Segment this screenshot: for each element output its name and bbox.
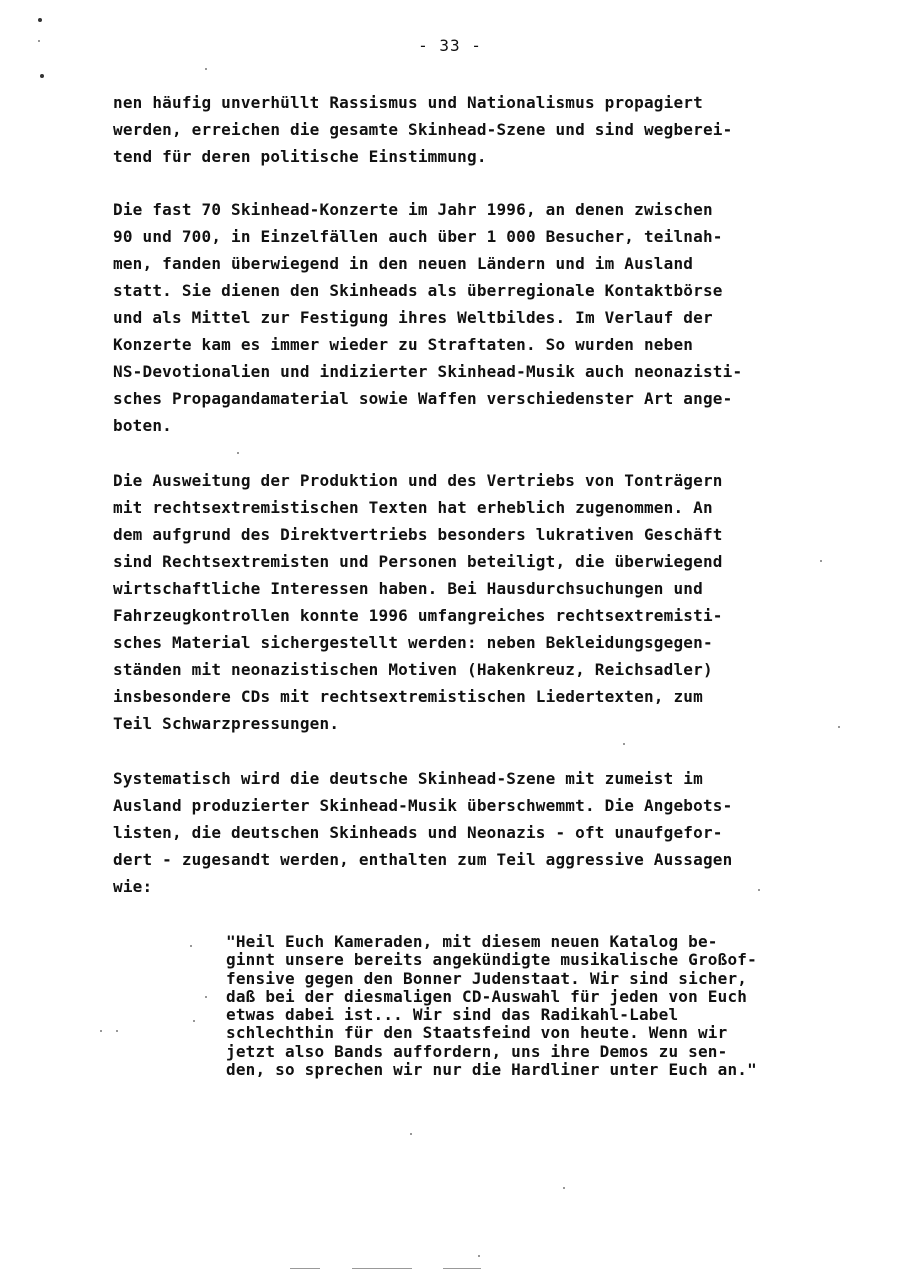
text-line: Teil Schwarzpressungen.	[113, 714, 340, 733]
text-line: werden, erreichen die gesamte Skinhead-Szene und sind wegberei-	[113, 120, 733, 139]
text-line: Fahrzeugkontrollen konnte 1996 umfangreiches rechtsextremisti-	[113, 606, 723, 625]
text-line: ständen mit neonazistischen Motiven (Hakenkreuz, Reichsadler)	[113, 660, 713, 679]
scan-edge-line	[443, 1268, 481, 1269]
scan-speck	[237, 452, 239, 454]
scan-speck	[193, 1020, 195, 1022]
scan-speck	[116, 1030, 118, 1032]
scan-speck	[38, 40, 40, 42]
text-line: dert - zugesandt werden, enthalten zum Teil aggressive Aussagen	[113, 850, 733, 869]
block-quote	[226, 933, 846, 1079]
scan-speck	[478, 1255, 480, 1257]
text-line: Die fast 70 Skinhead-Konzerte im Jahr 1996, an denen zwischen	[113, 200, 713, 219]
scan-speck	[563, 1187, 565, 1189]
scan-speck	[820, 560, 822, 562]
scan-speck	[205, 996, 207, 998]
scan-speck	[623, 743, 625, 745]
paragraph-3	[113, 467, 843, 737]
page-number: - 33 -	[418, 36, 482, 55]
text-line: wie:	[113, 877, 153, 896]
scan-speck	[100, 1030, 102, 1032]
text-line: men, fanden überwiegend in den neuen Ländern und im Ausland	[113, 254, 694, 273]
scan-speck	[838, 726, 840, 728]
text-line: tend für deren politische Einstimmung.	[113, 147, 487, 166]
text-line: sches Material sichergestellt werden: neben Bekleidungsgegen-	[113, 633, 713, 652]
quote-line: etwas dabei ist... Wir sind das Radikahl-Label	[226, 1005, 679, 1025]
scan-speck	[410, 1133, 412, 1135]
text-line: boten.	[113, 416, 172, 435]
text-line: wirtschaftliche Interessen haben. Bei Hausdurchsuchungen und	[113, 579, 703, 598]
text-line: insbesondere CDs mit rechtsextremistischen Liedertexten, zum	[113, 687, 703, 706]
quote-line: jetzt also Bands auffordern, uns ihre Demos zu sen-	[226, 1041, 728, 1061]
text-line: NS-Devotionalien und indizierter Skinhead-Musik auch neonazisti-	[113, 362, 743, 381]
scan-speck	[38, 18, 42, 22]
scan-speck	[205, 68, 207, 70]
scan-edge-line	[290, 1268, 320, 1269]
quote-line: schlechthin für den Staatsfeind von heute. Wenn wir	[226, 1023, 728, 1043]
scan-speck	[40, 74, 44, 78]
paragraph-1	[113, 89, 843, 170]
quote-line: fensive gegen den Bonner Judenstaat. Wir sind sicher,	[226, 968, 748, 988]
paragraph-4	[113, 765, 843, 900]
text-line: Ausland produzierter Skinhead-Musik überschwemmt. Die Angebots-	[113, 796, 733, 815]
text-line: Konzerte kam es immer wieder zu Straftaten. So wurden neben	[113, 335, 694, 354]
text-line: dem aufgrund des Direktvertriebs besonders lukrativen Geschäft	[113, 525, 723, 544]
text-line: und als Mittel zur Festigung ihres Weltbildes. Im Verlauf der	[113, 308, 713, 327]
scan-speck	[758, 889, 760, 891]
quote-line: daß bei der diesmaligen CD-Auswahl für jeden von Euch	[226, 986, 748, 1006]
text-line: mit rechtsextremistischen Texten hat erheblich zugenommen. An	[113, 498, 713, 517]
text-line: sind Rechtsextremisten und Personen beteiligt, die überwiegend	[113, 552, 723, 571]
quote-line: ginnt unsere bereits angekündigte musikalische Großof-	[226, 950, 757, 970]
text-line: nen häufig unverhüllt Rassismus und Nationalismus propagiert	[113, 93, 703, 112]
scan-edge-line	[352, 1268, 412, 1269]
text-line: 90 und 700, in Einzelfällen auch über 1 000 Besucher, teilnah-	[113, 227, 723, 246]
text-line: statt. Sie dienen den Skinheads als überregionale Kontaktbörse	[113, 281, 723, 300]
text-line: sches Propagandamaterial sowie Waffen verschiedenster Art ange-	[113, 389, 733, 408]
scan-speck	[190, 945, 192, 947]
paragraph-2	[113, 196, 843, 439]
text-line: Die Ausweitung der Produktion und des Vertriebs von Tonträgern	[113, 471, 723, 490]
text-line: Systematisch wird die deutsche Skinhead-Szene mit zumeist im	[113, 769, 703, 788]
quote-line: "Heil Euch Kameraden, mit diesem neuen Katalog be-	[226, 932, 718, 951]
text-line: listen, die deutschen Skinheads und Neonazis - oft unaufgefor-	[113, 823, 723, 842]
quote-line: den, so sprechen wir nur die Hardliner unter Euch an."	[226, 1060, 757, 1080]
